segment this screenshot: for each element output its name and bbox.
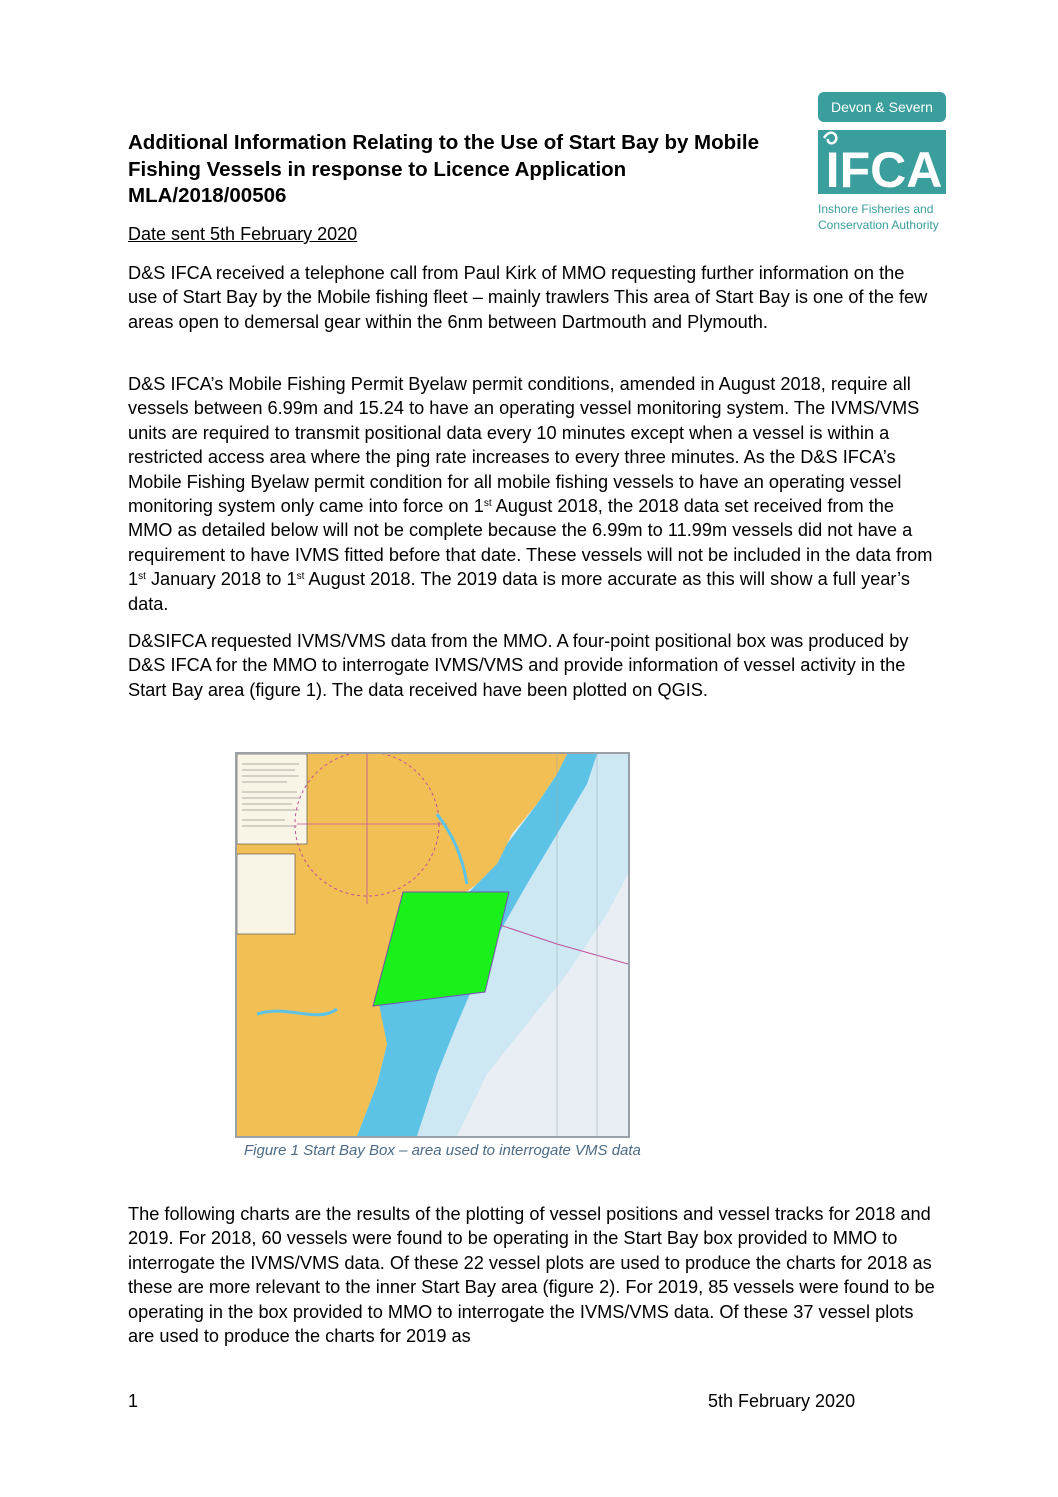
- nautical-chart: [237, 754, 628, 1136]
- paragraph-2-part-1: D&S IFCA’s Mobile Fishing Permit Byelaw permit conditions, amended in August 2018, require all vessels between 6.99m and 15.24 to have an operating vessel monitoring system. The IVMS/VMS units are required to transmit positional data every 10 minutes except when a vessel is within a restricted access area where the ping rate increases to every three minutes. As the D&S IFCA’s Mobile Fishing Byelaw permit condition for all mobile fishing vessels to have an operating vessel monitoring system only came into force on 1: [128, 374, 920, 517]
- paragraph-3: D&SIFCA requested IVMS/VMS data from the MMO. A four-point positional box was produced by D&S IFCA for the MMO to interrogate IVMS/VMS and provide information of vessel activity in the Start Bay area (figure 1). The data received have been plotted on QGIS.: [128, 631, 909, 700]
- logo-banner-text: Devon & Severn: [831, 99, 933, 115]
- start-bay-map-figure: [235, 752, 630, 1138]
- chart-inset-box: [237, 854, 295, 934]
- logo-subtitle-1: Inshore Fisheries and: [818, 202, 934, 216]
- superscript: st: [138, 571, 146, 583]
- paragraph-2-part-3: January 2018 to 1: [145, 569, 297, 590]
- date-sent: Date sent 5th February 2020: [128, 224, 358, 244]
- chart-legend-box: [237, 754, 307, 844]
- logo-subtitle-2: Conservation Authority: [818, 218, 939, 232]
- title-line-3: MLA/2018/00506: [128, 184, 287, 207]
- paragraph-2-part-2: August 2018, the 2018 data set received from the MMO as detailed below will not be complete because the 6.99m to 11.99m vessels did not have a requirement to have IVMS fitted before that date. These vessels will not be included in the data from 1: [128, 496, 933, 590]
- figure-caption: Figure 1 Start Bay Box – area used to interrogate VMS data: [244, 1142, 641, 1159]
- page-number: 1: [128, 1391, 139, 1411]
- paragraph-4: The following charts are the results of the plotting of vessel positions and vessel tracks for 2018 and 2019. For 2018, 60 vessels were found to be operating in the Start Bay box provided to MMO to interrogate the IVMS/VMS data. Of these 22 vessel plots are used to produce the charts for 2018 as these are more relevant to the inner Start Bay area (figure 2). For 2019, 85 vessels were found to be operating in the box provided to MMO to interrogate the IVMS/VMS data. Of these 37 vessel plots are used to produce the charts for 2019 as: [128, 1204, 935, 1347]
- superscript: st: [483, 498, 492, 510]
- title-line-2: Fishing Vessels in response to Licence Application: [128, 157, 627, 181]
- document-title: [128, 130, 808, 210]
- superscript: st: [296, 571, 305, 583]
- logo-main-text: IFCA: [825, 142, 943, 198]
- title-line-1: Additional Information Relating to the Use of Start Bay by Mobile: [128, 131, 759, 154]
- footer-date: 5th February 2020: [708, 1391, 856, 1411]
- paragraph-2-part-4: August 2018. The 2019 data is more accurate as this will show a full year’s data.: [128, 569, 910, 614]
- paragraph-2: [128, 372, 938, 616]
- ifca-logo: [816, 90, 946, 240]
- paragraph-1: D&S IFCA received a telephone call from Paul Kirk of MMO requesting further information on the use of Start Bay by the Mobile fishing fleet – mainly trawlers This area of Start Bay is one of the few areas open to demersal gear within the 6nm between Dartmouth and Plymouth.: [128, 263, 928, 332]
